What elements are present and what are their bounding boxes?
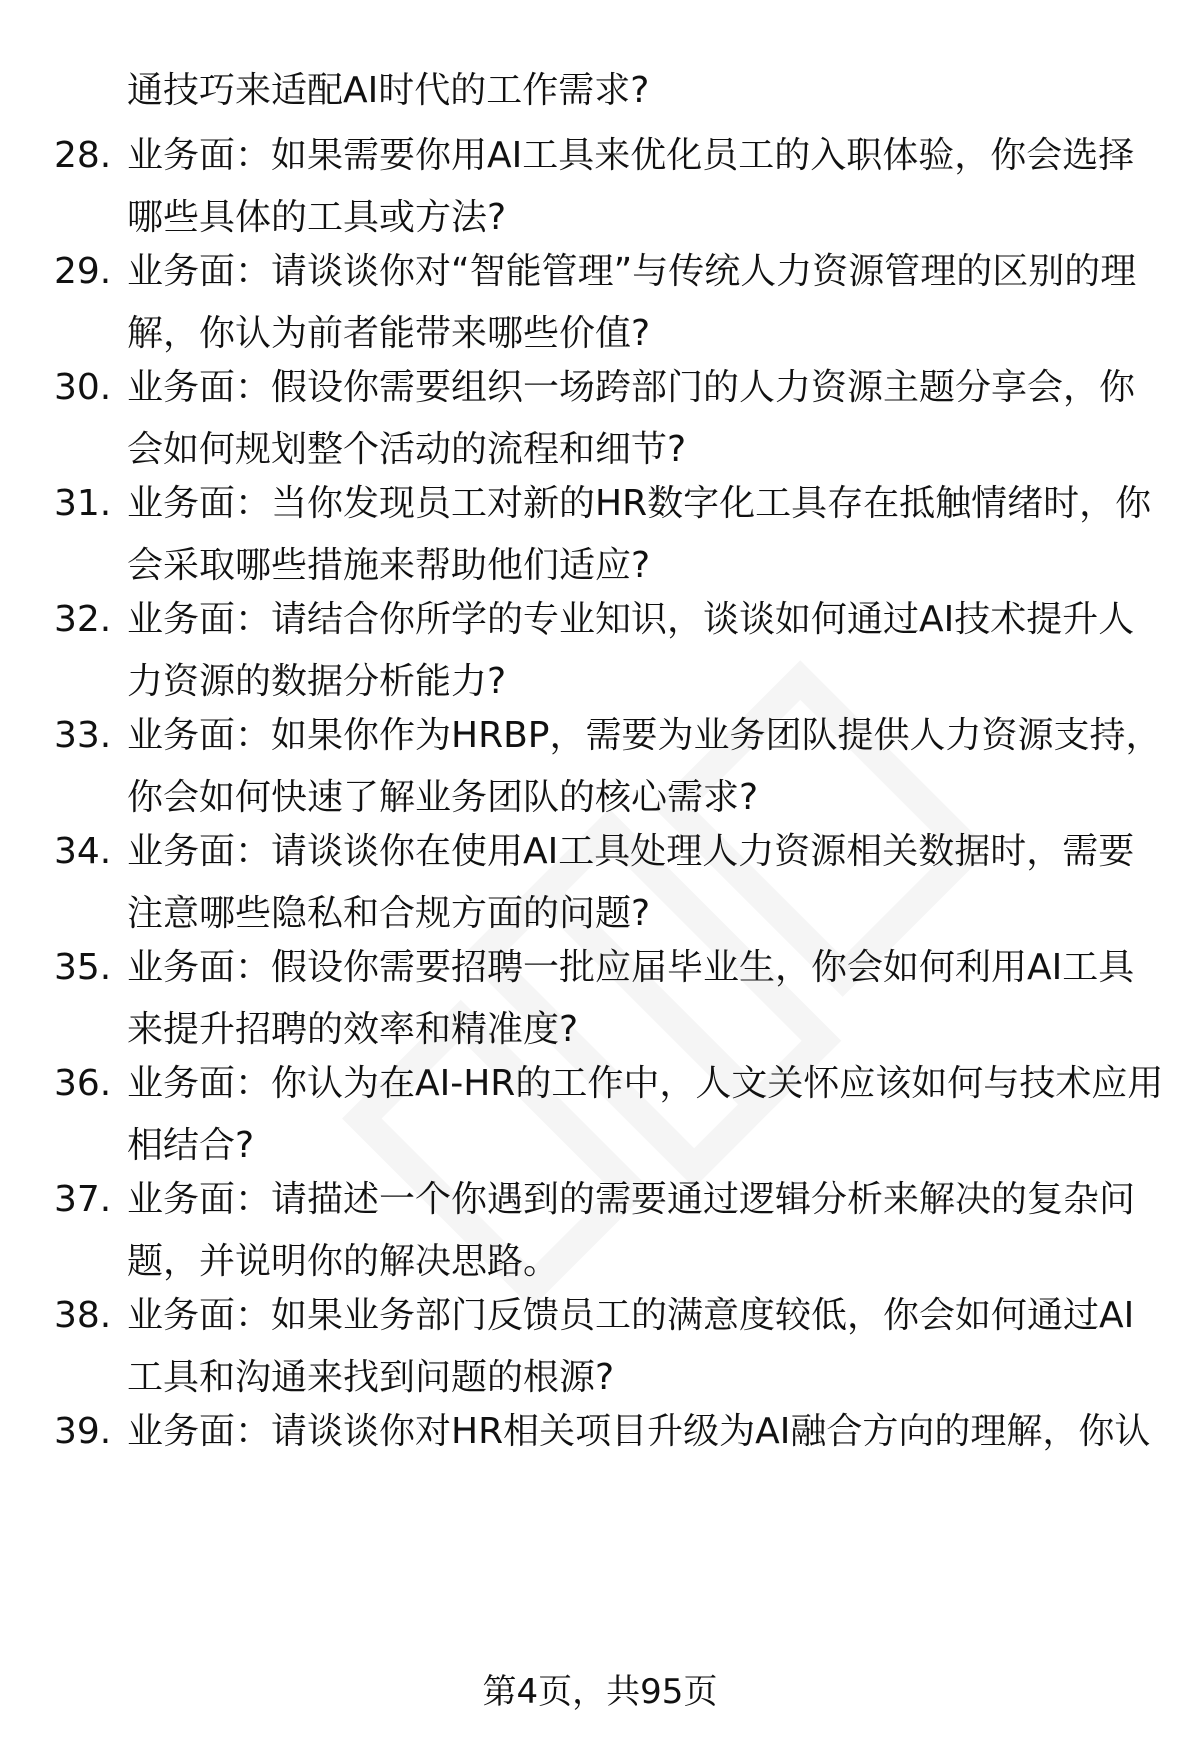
item-number: 39. bbox=[54, 1411, 112, 1452]
item-number: 28. bbox=[54, 135, 112, 176]
question-text: 业务面：请描述一个你遇到的需要通过逻辑分析来解决的复杂问题，并说明你的解决思路。 bbox=[127, 1179, 1136, 1282]
question-text: 业务面：假设你需要组织一场跨部门的人力资源主题分享会，你会如何规划整个活动的流程和细节? bbox=[127, 367, 1136, 470]
item-number: 35. bbox=[54, 947, 112, 988]
question-text: 业务面：请谈谈你在使用AI工具处理人力资源相关数据时，需要注意哪些隐私和合规方面的问题? bbox=[127, 831, 1135, 934]
item-number: 30. bbox=[54, 367, 112, 408]
question-text: 业务面：当你发现员工对新的HR数字化工具存在抵触情绪时，你会采取哪些措施来帮助他们适应? bbox=[127, 483, 1152, 586]
question-text: 业务面：如果你作为HRBP，需要为业务团队提供人力资源支持，你会如何快速了解业务团队的核心需求? bbox=[127, 715, 1162, 818]
item-number: 31. bbox=[54, 483, 112, 524]
item-number: 34. bbox=[54, 831, 112, 872]
question-text: 业务面：你认为在AI-HR的工作中，人文关怀应该如何与技术应用相结合? bbox=[127, 1063, 1164, 1166]
item-number: 29. bbox=[54, 251, 112, 292]
item-number: 37. bbox=[54, 1179, 112, 1220]
item-number: 36. bbox=[54, 1063, 112, 1104]
item-number: 32. bbox=[54, 599, 112, 640]
page-footer: 第4页，共95页 bbox=[482, 1672, 718, 1712]
item-number: 38. bbox=[54, 1295, 112, 1336]
continuation-line: 通技巧来适配AI时代的工作需求? bbox=[127, 70, 650, 111]
question-text: 业务面：请谈谈你对“智能管理”与传统人力资源管理的区别的理解，你认为前者能带来哪些价值? bbox=[127, 251, 1137, 354]
question-text: 业务面：请结合你所学的专业知识，谈谈如何通过AI技术提升人力资源的数据分析能力? bbox=[127, 599, 1135, 702]
question-text: 业务面：如果需要你用AI工具来优化员工的入职体验，你会选择哪些具体的工具或方法? bbox=[127, 135, 1135, 238]
question-text: 业务面：如果业务部门反馈员工的满意度较低，你会如何通过AI工具和沟通来找到问题的根源? bbox=[127, 1295, 1135, 1398]
item-number: 33. bbox=[54, 715, 112, 756]
question-text: 业务面：请谈谈你对HR相关项目升级为AI融合方向的理解，你认 bbox=[127, 1411, 1151, 1452]
question-text: 业务面：假设你需要招聘一批应届毕业生，你会如何利用AI工具来提升招聘的效率和精准度? bbox=[127, 947, 1135, 1050]
